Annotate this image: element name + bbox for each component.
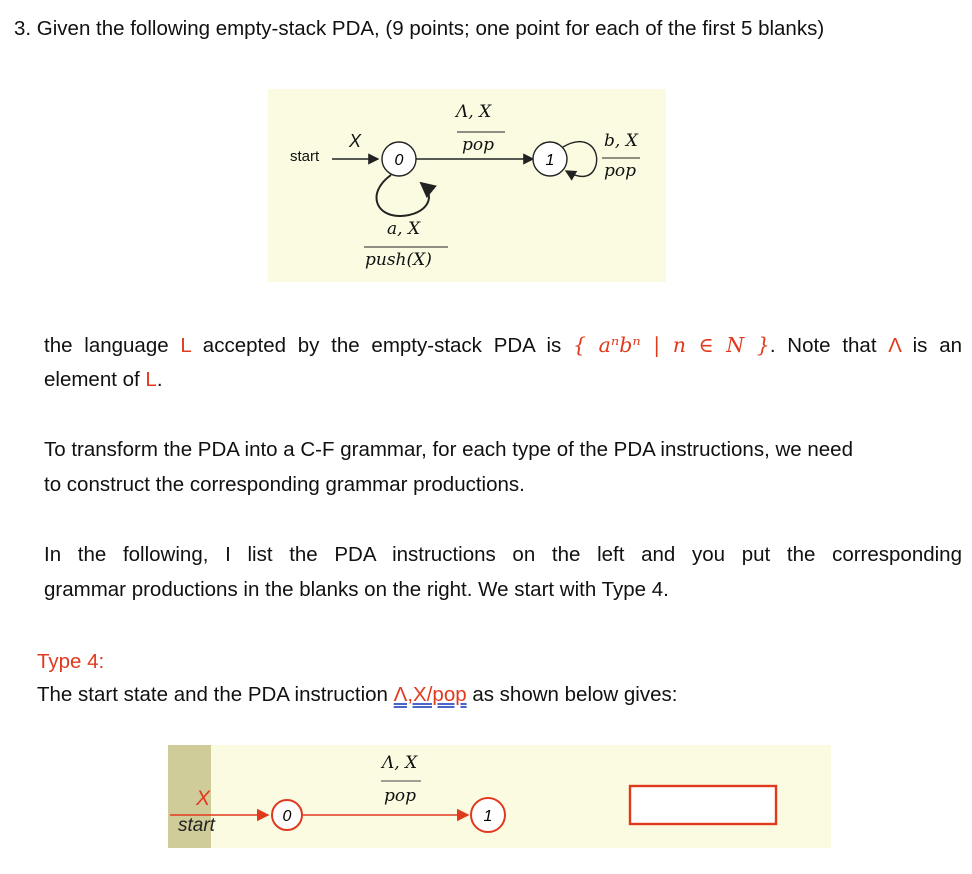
- pda-diagram: [268, 89, 666, 282]
- lambda-symbol: Λ: [888, 334, 901, 357]
- type4-diagram-svg: [168, 745, 831, 848]
- language-text-c: . Note that: [769, 334, 889, 357]
- language-text-f: .: [156, 368, 163, 391]
- language-text-a: the language: [44, 334, 181, 357]
- language-text-e: element of: [44, 368, 146, 391]
- type4-transition-top: Λ, X: [382, 753, 418, 773]
- type4-heading: Type 4:: [37, 650, 105, 673]
- start-stack-symbol: X: [349, 131, 362, 151]
- question-heading: 3. Given the following empty-stack PDA, (9 points; one point for each of the first 5 blanks): [14, 17, 825, 40]
- language-line-2: [44, 364, 163, 397]
- transform-line-2: to construct the corresponding grammar productions.: [44, 473, 525, 496]
- type4-desc-suffix: as shown below gives:: [466, 683, 678, 706]
- type4-description: [37, 679, 677, 712]
- language-line-1: [44, 329, 962, 363]
- type4-state-1-label: 1: [483, 808, 493, 825]
- instructions-line-2: grammar productions in the blanks on the right. We start with Type 4.: [44, 578, 669, 601]
- answer-blank-box[interactable]: [630, 786, 776, 824]
- loop-1-arrow: [563, 142, 597, 177]
- language-text-b: accepted by the empty-stack PDA is: [191, 334, 574, 357]
- type4-instruction: Λ,X/pop: [393, 683, 467, 706]
- state-1-label: 1: [545, 152, 555, 169]
- loop1-top-label: b, X: [604, 131, 638, 151]
- language-text-d: is an: [900, 334, 962, 357]
- type4-state-0-label: 0: [282, 808, 292, 825]
- loop-0-arrow: [377, 175, 429, 216]
- loop1-bottom-label: pop: [604, 161, 636, 181]
- type4-desc-prefix: The start state and the PDA instruction: [37, 683, 394, 706]
- instructions-line-1: In the following, I list the PDA instructions on the left and you put the corresponding: [44, 543, 962, 566]
- start-label: start: [290, 148, 320, 165]
- t01-bottom-label: pop: [462, 135, 494, 155]
- loop0-top-label: a, X: [387, 219, 421, 239]
- t01-top-label: Λ, X: [456, 102, 492, 122]
- type4-diagram: [168, 745, 831, 848]
- type4-start-stack-symbol: X: [196, 787, 211, 810]
- type4-start-label: start: [178, 815, 215, 836]
- language-L: L: [180, 334, 192, 357]
- type4-transition-bottom: pop: [384, 786, 416, 806]
- state-0-label: 0: [394, 152, 404, 169]
- transform-line-1: To transform the PDA into a C-F grammar, for each type of the PDA instructions, we need: [44, 438, 853, 461]
- language-L-2: L: [145, 368, 157, 391]
- language-set: { aⁿbⁿ | n ∈ N }: [573, 333, 770, 357]
- loop0-bottom-label: push(X): [365, 250, 432, 270]
